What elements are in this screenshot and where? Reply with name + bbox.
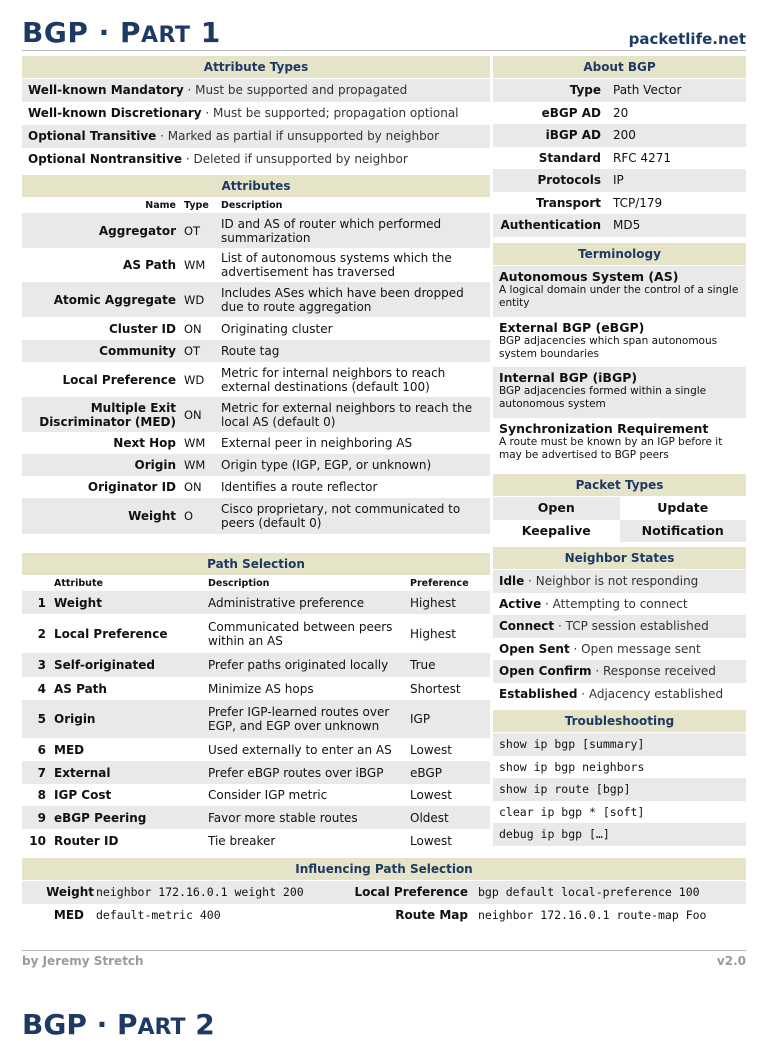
column-header-description: Description — [208, 578, 270, 589]
table-row: 3 Self-originated Prefer paths originated locally True — [22, 653, 490, 677]
table-row: Standard RFC 4271 — [538, 150, 671, 165]
attribute-types-header: Attribute Types — [22, 56, 490, 78]
table-row: Type Path Vector — [493, 79, 746, 102]
table-row: Next Hop WM External peer in neighboring AS — [113, 436, 413, 450]
influencing-row — [22, 881, 746, 904]
about-bgp-panel — [493, 56, 746, 237]
command-line: show ip bgp neighbors — [499, 759, 645, 774]
packet-type-open: Open — [493, 497, 620, 520]
command-line: show ip bgp [summary] — [493, 733, 746, 756]
weight-label: Weight — [46, 885, 94, 899]
weight-command: neighbor 172.16.0.1 weight 200 — [96, 885, 304, 899]
neighbor-state-row: Open Sent · Open message sent — [499, 641, 701, 656]
neighbor-state-row: Idle · Neighbor is not responding — [493, 570, 746, 593]
table-row: Aggregator OT ID and AS of router which performed summarization — [22, 213, 490, 248]
packet-type-keepalive: Keepalive — [493, 520, 620, 543]
table-row: Weight O Cisco proprietary, not communicated to peers (default 0) — [22, 498, 490, 534]
terminology-panel — [493, 243, 746, 468]
column-header-description: Description — [221, 200, 283, 211]
table-row: 7 External Prefer eBGP routes over iBGP eBGP — [22, 761, 490, 784]
neighbor-state-row: Active · Attempting to connect — [499, 596, 688, 611]
term-item: External BGP (eBGP) BGP adjacencies which span autonomous system boundaries — [499, 320, 718, 360]
page-title: BGP · PART 1 — [22, 16, 221, 49]
path-selection-table — [22, 576, 490, 852]
table-row: Originator ID ON Identifies a route reflector — [87, 480, 378, 494]
about-bgp-table — [493, 79, 746, 237]
table-row: Authentication MD5 — [493, 214, 746, 237]
med-label: MED — [53, 907, 84, 922]
attribute-type-row: Optional Transitive · Marked as partial if unsupported by neighbor — [22, 125, 490, 148]
attributes-header: Attributes — [22, 175, 490, 197]
column-header-name: Name — [145, 200, 176, 211]
term-item: Synchronization Requirement A route must be known by an IGP before it may be advertised to BGP peers — [499, 421, 723, 461]
attributes-table — [22, 198, 490, 534]
column-header-preference: Preference — [410, 578, 469, 589]
path-selection-header: Path Selection — [22, 553, 490, 575]
column-header-type: Type — [184, 200, 209, 211]
table-row: 9 eBGP Peering Favor more stable routes Oldest — [22, 806, 490, 829]
packet-types-header: Packet Types — [493, 474, 746, 496]
table-row: Multiple Exit Discriminator (MED) ON Metric for external neighbors to reach the local AS (default 0) — [22, 397, 490, 432]
command-line: clear ip bgp * [soft] — [499, 804, 645, 819]
table-row: AS Path WM List of autonomous systems which the advertisement has traversed — [123, 251, 452, 279]
neighbor-state-row: Connect · TCP session established — [493, 615, 746, 638]
packet-type-notification: Notification — [620, 520, 747, 543]
terminology-header: Terminology — [493, 243, 746, 265]
version-label: v2.0 — [716, 954, 746, 968]
table-row: Origin WM Origin type (IGP, EGP, or unknown) — [22, 454, 490, 476]
troubleshooting-header: Troubleshooting — [493, 710, 746, 732]
table-row: eBGP AD 20 — [541, 105, 629, 120]
med-command: default-metric 400 — [96, 907, 221, 922]
command-line: debug ip bgp […] — [493, 823, 746, 846]
table-row: Community OT Route tag — [22, 340, 490, 362]
neighbor-states-header: Neighbor States — [493, 547, 746, 569]
table-row: iBGP AD 200 — [493, 124, 746, 147]
troubleshooting-panel — [493, 710, 746, 846]
table-row: 10 Router ID Tie breaker Lowest — [29, 833, 452, 848]
term-item: Internal BGP (iBGP) BGP adjacencies formed within a single autonomous system — [493, 367, 746, 418]
command-line: show ip route [bgp] — [493, 778, 746, 801]
table-row: Protocols IP — [493, 169, 746, 192]
table-row: 5 Origin Prefer IGP-learned routes over EGP, and EGP over unknown IGP — [22, 700, 490, 738]
neighbor-states-panel — [493, 547, 746, 705]
packet-types-panel — [493, 474, 746, 542]
local-preference-command: bgp default local-preference 100 — [478, 885, 700, 899]
table-row: 4 AS Path Minimize AS hops Shortest — [37, 681, 461, 696]
attributes-panel — [22, 175, 490, 534]
influencing-row — [22, 904, 746, 927]
packet-types-grid — [493, 497, 746, 542]
table-row: 6 MED Used externally to enter an AS Lowest — [37, 742, 452, 757]
site-link[interactable]: packetlife.net — [628, 30, 746, 48]
local-preference-label: Local Preference — [354, 885, 468, 899]
table-row: Transport TCP/179 — [535, 195, 663, 210]
author-credit: by Jeremy Stretch — [22, 954, 144, 968]
table-row: Local Preference WD Metric for internal neighbors to reach external destinations (default 100) — [62, 365, 446, 394]
neighbor-state-row: Established · Adjacency established — [499, 686, 724, 701]
route-map-label: Route Map — [395, 907, 468, 922]
neighbor-state-row: Open Confirm · Response received — [493, 660, 746, 683]
table-row: 1 Weight Administrative preference Highest — [22, 591, 490, 614]
title-divider — [22, 50, 746, 51]
attribute-type-row: Well-known Mandatory · Must be supported and propagated — [22, 79, 490, 102]
footer-divider — [22, 950, 746, 951]
table-row: Atomic Aggregate WD Includes ASes which have been dropped due to route aggregation — [22, 282, 490, 317]
table-row: Cluster ID ON Originating cluster — [108, 321, 333, 336]
attribute-type-row: Well-known Discretionary · Must be supported; propagation optional — [28, 106, 459, 120]
about-bgp-header: About BGP — [493, 56, 746, 78]
path-selection-panel — [22, 553, 490, 852]
packet-type-update: Update — [620, 497, 747, 520]
influencing-panel — [22, 858, 746, 926]
table-row: 8 IGP Cost Consider IGP metric Lowest — [37, 788, 452, 802]
term-item: Autonomous System (AS) A logical domain under the control of a single entity — [493, 266, 746, 317]
attribute-type-row: Optional Nontransitive · Deleted if unsupported by neighbor — [28, 152, 408, 166]
column-header-attribute: Attribute — [54, 578, 103, 589]
next-page-title: BGP · PART 2 — [22, 1008, 215, 1041]
influencing-header: Influencing Path Selection — [22, 858, 746, 880]
table-row: 2 Local Preference Communicated between peers within an AS Highest — [37, 619, 456, 648]
attribute-types-panel — [22, 56, 490, 171]
route-map-command: neighbor 172.16.0.1 route-map Foo — [478, 907, 707, 922]
